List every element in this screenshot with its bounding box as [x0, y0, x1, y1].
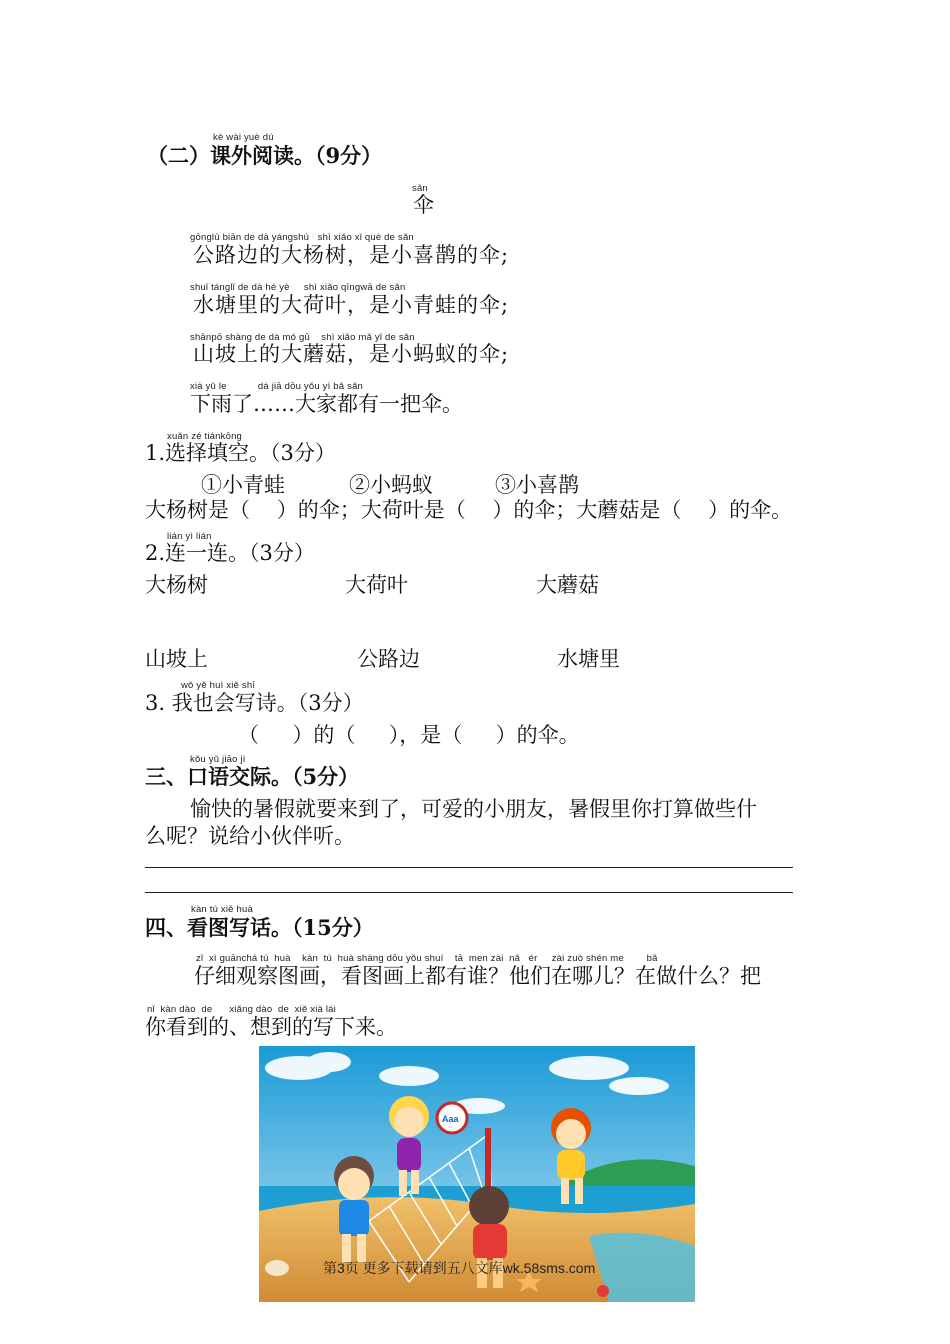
q2-bottom-item-2: 公路边	[357, 647, 420, 671]
poem-line-1: 公路边的大杨树，是小喜鹊的伞;	[193, 243, 510, 267]
answer-line-1[interactable]	[145, 867, 793, 868]
crab	[597, 1285, 609, 1297]
section2-title: （二）课外阅读。（9分）	[147, 143, 383, 168]
poem-title: 伞	[413, 193, 434, 217]
section3-text-1: 愉快的暑假就要来到了，可爱的小朋友，暑假里你打算做些什	[190, 797, 757, 821]
q1-option-2: ②小蚂蚁	[349, 473, 433, 497]
section4-line-1-pinyin: zǐ xì guānchá tú huà kàn tú huà shàng dōu yǒu shuí tā men zài nǎ ér zài zuò shén me bǎ	[196, 953, 658, 964]
answer-line-2[interactable]	[145, 892, 793, 893]
section3-pinyin: kǒu yǔ jiāo jì	[190, 754, 246, 765]
q1-pinyin: xuǎn zé tiánkōng	[167, 431, 243, 442]
section4-pinyin: kàn tú xiě huà	[191, 904, 253, 915]
q1-option-3: ③小喜鹊	[495, 473, 579, 497]
poem-line-1-pinyin: gōnglù biān de dà yángshù shì xiǎo xǐ què de sǎn	[190, 232, 414, 243]
q3-title: 3. 我也会写诗。（3分）	[145, 691, 364, 715]
section2-pinyin: kè wài yuè dú	[213, 132, 274, 143]
section4-title: 四、看图写话。（15分）	[145, 915, 374, 940]
q2-top-item-3: 大蘑菇	[536, 573, 599, 597]
q2-title: 2.连一连。（3分）	[145, 541, 315, 565]
q2-bottom-item-3: 水塘里	[557, 647, 620, 671]
page-footer: 第3页 更多下载请到五八文库wk.58sms.com	[323, 1260, 596, 1276]
q2-top-item-1: 大杨树	[145, 573, 208, 597]
poem-line-3-pinyin: shānpō shàng de dà mó gū shì xiǎo mǎ yǐ de sǎn	[190, 332, 415, 343]
q1-title: 1.选择填空。（3分）	[145, 441, 336, 465]
section4-text-2: 你看到的、想到的写下来。	[145, 1015, 397, 1039]
q3-pinyin: wǒ yě huì xiě shī	[181, 680, 256, 691]
ball-text: Aaa	[442, 1114, 459, 1124]
q1-sentence: 大杨树是（ ）的伞；大荷叶是（ ）的伞；大蘑菇是（ ）的伞。	[145, 498, 793, 522]
poem-line-2: 水塘里的大荷叶，是小青蛙的伞;	[193, 293, 510, 317]
q1-option-1: ①小青蛙	[201, 473, 285, 497]
section3-text-2: 么呢？说给小伙伴听。	[145, 824, 355, 848]
section4-line-2-pinyin: nǐ kàn dào de xiǎng dào de xiě xià lái	[147, 1004, 336, 1015]
poem-line-4-pinyin: xià yǔ le dà jiā dōu yǒu yì bǎ sǎn	[190, 381, 364, 392]
poem-line-4: 下雨了……大家都有一把伞。	[190, 392, 463, 416]
section4-text-1: 仔细观察图画，看图画上都有谁？他们在哪儿？在做什么？把	[194, 964, 761, 988]
poem-title-pinyin: sǎn	[412, 183, 428, 194]
q2-bottom-item-1: 山坡上	[145, 647, 208, 671]
poem-line-2-pinyin: shuǐ tánglǐ de dà hé yè shì xiǎo qīngwā de sǎn	[190, 282, 406, 293]
q3-sentence: （ ）的（ ），是（ ）的伞。	[238, 723, 580, 747]
poem-line-3: 山坡上的大蘑菇，是小蚂蚁的伞;	[193, 342, 510, 366]
q2-pinyin: lián yì lián	[167, 531, 212, 542]
section3-title: 三、口语交际。（5分）	[145, 764, 360, 789]
q2-top-item-2: 大荷叶	[345, 573, 408, 597]
